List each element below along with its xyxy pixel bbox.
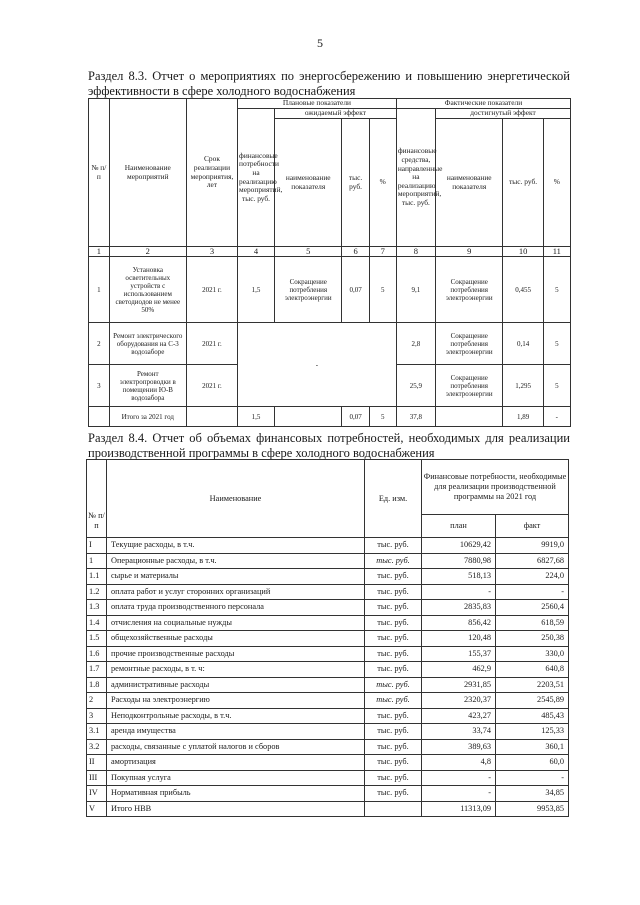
- row-num: 1.8: [87, 677, 107, 693]
- row-fact: -: [496, 584, 569, 600]
- row-num: IV: [87, 786, 107, 802]
- row-term: 2021 г.: [186, 323, 237, 365]
- header-num: № п/п: [87, 460, 107, 538]
- row-num: 3: [89, 365, 110, 407]
- row-ach-name: Сокращение потребления электроэнергии: [436, 365, 503, 407]
- row-fin-need: 1,5: [238, 257, 275, 323]
- column-numbers-row: [89, 247, 571, 257]
- table-row: [87, 677, 569, 693]
- row-name: Операционные расходы, в т.ч.: [107, 553, 365, 569]
- total-exp-rub: 0,07: [342, 407, 369, 427]
- table-row: [87, 739, 569, 755]
- row-unit: [365, 801, 422, 817]
- row-unit: тыс. руб.: [365, 538, 422, 554]
- row-unit: тыс. руб.: [365, 569, 422, 585]
- col-number: 9: [436, 247, 503, 257]
- row-name: Расходы на электроэнергию: [107, 693, 365, 709]
- header-name: Наименование: [107, 460, 365, 538]
- row-name: Нормативная прибыль: [107, 786, 365, 802]
- row-name: общехозяйственные расходы: [107, 631, 365, 647]
- header-plan: план: [422, 515, 496, 538]
- table-row: [87, 755, 569, 771]
- row-plan: 462,9: [422, 662, 496, 678]
- total-fin-need: 1,5: [238, 407, 275, 427]
- header-achieved: достигнутый эффект: [436, 109, 571, 119]
- row-fact: 34,85: [496, 786, 569, 802]
- header-name: Наименование мероприятий: [109, 99, 186, 247]
- row-num: 1.6: [87, 646, 107, 662]
- row-num: 3.2: [87, 739, 107, 755]
- row-unit: тыс. руб.: [365, 677, 422, 693]
- table-row: [87, 569, 569, 585]
- header-percent: %: [369, 119, 396, 247]
- row-fact: -: [496, 770, 569, 786]
- row-fact: 330,0: [496, 646, 569, 662]
- row-num: 3: [87, 708, 107, 724]
- energy-saving-measures-table: [88, 98, 571, 427]
- row-name: амортизация: [107, 755, 365, 771]
- header-percent-2: %: [543, 119, 570, 247]
- row-term: 2021 г.: [186, 257, 237, 323]
- row-plan: -: [422, 770, 496, 786]
- row-fin-spent: 25,9: [396, 365, 435, 407]
- financial-needs-table: [86, 459, 569, 817]
- financial-needs-body: [87, 538, 569, 817]
- table-row: [87, 631, 569, 647]
- col-number: 6: [342, 247, 369, 257]
- row-name: Ремонт электрического оборудования на С-3 водозаборе: [109, 323, 186, 365]
- header-term: Срок реализации мероприятия, лет: [186, 99, 237, 247]
- row-num: 1: [87, 553, 107, 569]
- row-fact: 2545,89: [496, 693, 569, 709]
- row-fact: 60,0: [496, 755, 569, 771]
- row-fact: 9953,85: [496, 801, 569, 817]
- total-fin-spent: 37,8: [396, 407, 435, 427]
- row-unit: тыс. руб.: [365, 553, 422, 569]
- row-plan: 155,37: [422, 646, 496, 662]
- total-exp-pct: 5: [369, 407, 396, 427]
- row-plan: 4,8: [422, 755, 496, 771]
- total-row: [89, 407, 571, 427]
- header-fact: факт: [496, 515, 569, 538]
- row-fact: 224,0: [496, 569, 569, 585]
- table-row: [87, 646, 569, 662]
- row-fact: 360,1: [496, 739, 569, 755]
- row-plan: 518,13: [422, 569, 496, 585]
- total-name: Итого за 2021 год: [109, 407, 186, 427]
- row-unit: тыс. руб.: [365, 708, 422, 724]
- table-row: [89, 257, 571, 323]
- row-ach-name: Сокращение потребления электроэнергии: [436, 323, 503, 365]
- page-number: 5: [317, 36, 323, 50]
- row-plan: 2835,83: [422, 600, 496, 616]
- row-plan: 423,27: [422, 708, 496, 724]
- section-8-4-title: Раздел 8.4. Отчет об объемах финансовых потребностей, необходимых для реализации производственной программы в сфере холодного водоснабжения: [88, 431, 570, 460]
- table-row: [87, 553, 569, 569]
- row-plan: 10629,42: [422, 538, 496, 554]
- row-ach-rub: 0,455: [503, 257, 543, 323]
- row-plan: 389,63: [422, 739, 496, 755]
- row-fact: 125,33: [496, 724, 569, 740]
- col-number: 2: [109, 247, 186, 257]
- row-num: 1.4: [87, 615, 107, 631]
- row-name: расходы, связанные с уплатой налогов и сборов: [107, 739, 365, 755]
- row-name: оплата труда производственного персонала: [107, 600, 365, 616]
- col-number: 4: [238, 247, 275, 257]
- row-num: 2: [89, 323, 110, 365]
- row-name: административные расходы: [107, 677, 365, 693]
- row-fact: 485,43: [496, 708, 569, 724]
- table-row: [87, 600, 569, 616]
- header-indicator-name: наименование показателя: [275, 119, 342, 247]
- row-name: Итого НВВ: [107, 801, 365, 817]
- table-row: [87, 584, 569, 600]
- table-row: [87, 708, 569, 724]
- row-fact: 2560,4: [496, 600, 569, 616]
- row-num: 1.2: [87, 584, 107, 600]
- row-plan: 11313,09: [422, 801, 496, 817]
- row-ach-pct: 5: [543, 365, 570, 407]
- row-name: аренда имущества: [107, 724, 365, 740]
- header-fin-need: финансовые потребности на реализацию мероприятий, тыс. руб.: [238, 109, 275, 247]
- total-num: [89, 407, 110, 427]
- row-name: оплата работ и услуг сторонних организаций: [107, 584, 365, 600]
- row-fact: 250,38: [496, 631, 569, 647]
- header-fin-needs: Финансовые потребности, необходимые для реализации производственной программы на 2021 год: [422, 460, 569, 515]
- row-fin-spent: 9,1: [396, 257, 435, 323]
- row-unit: тыс. руб.: [365, 755, 422, 771]
- total-exp-name: [275, 407, 342, 427]
- header-thous-rub-2: тыс. руб.: [503, 119, 543, 247]
- table-row: [87, 770, 569, 786]
- row-plan: 120,48: [422, 631, 496, 647]
- row-num: 3.1: [87, 724, 107, 740]
- header-thous-rub: тыс. руб.: [342, 119, 369, 247]
- merged-dash-cell: -: [238, 323, 397, 407]
- row-unit: тыс. руб.: [365, 770, 422, 786]
- total-term: [186, 407, 237, 427]
- row-fin-spent: 2,8: [396, 323, 435, 365]
- header-fin-spent: финансовые средства, направленные на реализацию мероприятий, тыс. руб.: [396, 109, 435, 247]
- table-row: [89, 323, 571, 365]
- row-fact: 618,59: [496, 615, 569, 631]
- table-row: [87, 724, 569, 740]
- header-planned: Плановые показатели: [238, 99, 397, 109]
- row-unit: тыс. руб.: [365, 646, 422, 662]
- table-row: [87, 662, 569, 678]
- col-number: 1: [89, 247, 110, 257]
- row-unit: тыс. руб.: [365, 631, 422, 647]
- row-plan: 7880,98: [422, 553, 496, 569]
- row-num: 1: [89, 257, 110, 323]
- row-unit: тыс. руб.: [365, 584, 422, 600]
- row-unit: тыс. руб.: [365, 693, 422, 709]
- row-ach-rub: 0,14: [503, 323, 543, 365]
- table-row: [87, 786, 569, 802]
- row-name: сырье и материалы: [107, 569, 365, 585]
- row-num: 1.3: [87, 600, 107, 616]
- row-fact: 640,8: [496, 662, 569, 678]
- header-expected: ожидаемый эффект: [275, 109, 397, 119]
- row-name: Установка осветительных устройств с использованием светодиодов не менее 50%: [109, 257, 186, 323]
- row-num: 1.7: [87, 662, 107, 678]
- col-number: 8: [396, 247, 435, 257]
- row-unit: тыс. руб.: [365, 786, 422, 802]
- row-num: V: [87, 801, 107, 817]
- row-name: прочие производственные расходы: [107, 646, 365, 662]
- row-num: 2: [87, 693, 107, 709]
- row-term: 2021 г.: [186, 365, 237, 407]
- row-name: Покупная услуга: [107, 770, 365, 786]
- table-row: [87, 615, 569, 631]
- row-ach-pct: 5: [543, 323, 570, 365]
- row-name: ремонтные расходы, в т. ч:: [107, 662, 365, 678]
- col-number: 11: [543, 247, 570, 257]
- row-exp-pct: 5: [369, 257, 396, 323]
- row-num: II: [87, 755, 107, 771]
- row-plan: 2320,37: [422, 693, 496, 709]
- row-ach-name: Сокращение потребления электроэнергии: [436, 257, 503, 323]
- col-number: 3: [186, 247, 237, 257]
- total-ach-rub: 1,89: [503, 407, 543, 427]
- row-plan: -: [422, 786, 496, 802]
- row-plan: 33,74: [422, 724, 496, 740]
- row-plan: 2931,85: [422, 677, 496, 693]
- row-num: III: [87, 770, 107, 786]
- row-num: 1.5: [87, 631, 107, 647]
- col-number: 7: [369, 247, 396, 257]
- row-plan: 856,42: [422, 615, 496, 631]
- col-number: 5: [275, 247, 342, 257]
- section-8-3-title: Раздел 8.3. Отчет о мероприятиях по энергосбережению и повышению энергетической эффективности в сфере холодного водоснабжения: [88, 69, 570, 98]
- row-ach-rub: 1,295: [503, 365, 543, 407]
- row-unit: тыс. руб.: [365, 662, 422, 678]
- total-ach-name: [436, 407, 503, 427]
- header-actual: Фактические показатели: [396, 99, 570, 109]
- header-indicator-name-2: наименование показателя: [436, 119, 503, 247]
- row-unit: тыс. руб.: [365, 739, 422, 755]
- header-unit: Ед. изм.: [365, 460, 422, 538]
- row-name: отчисления на социальные нужды: [107, 615, 365, 631]
- row-name: Ремонт электропроводки в помещении Ю-В водозабора: [109, 365, 186, 407]
- row-unit: тыс. руб.: [365, 724, 422, 740]
- col-number: 10: [503, 247, 543, 257]
- row-fact: 9919,0: [496, 538, 569, 554]
- row-unit: тыс. руб.: [365, 615, 422, 631]
- row-name: Текущие расходы, в т.ч.: [107, 538, 365, 554]
- row-num: I: [87, 538, 107, 554]
- table-row: [87, 801, 569, 817]
- row-fact: 6827,68: [496, 553, 569, 569]
- row-plan: -: [422, 584, 496, 600]
- row-exp-rub: 0,07: [342, 257, 369, 323]
- header-num: № п/п: [89, 99, 110, 247]
- row-ach-pct: 5: [543, 257, 570, 323]
- row-name: Неподконтрольные расходы, в т.ч.: [107, 708, 365, 724]
- table-row: [87, 693, 569, 709]
- row-exp-name: Сокращение потребления электроэнергии: [275, 257, 342, 323]
- table-row: [87, 538, 569, 554]
- row-fact: 2203,51: [496, 677, 569, 693]
- row-num: 1.1: [87, 569, 107, 585]
- total-ach-pct: -: [543, 407, 570, 427]
- row-unit: тыс. руб.: [365, 600, 422, 616]
